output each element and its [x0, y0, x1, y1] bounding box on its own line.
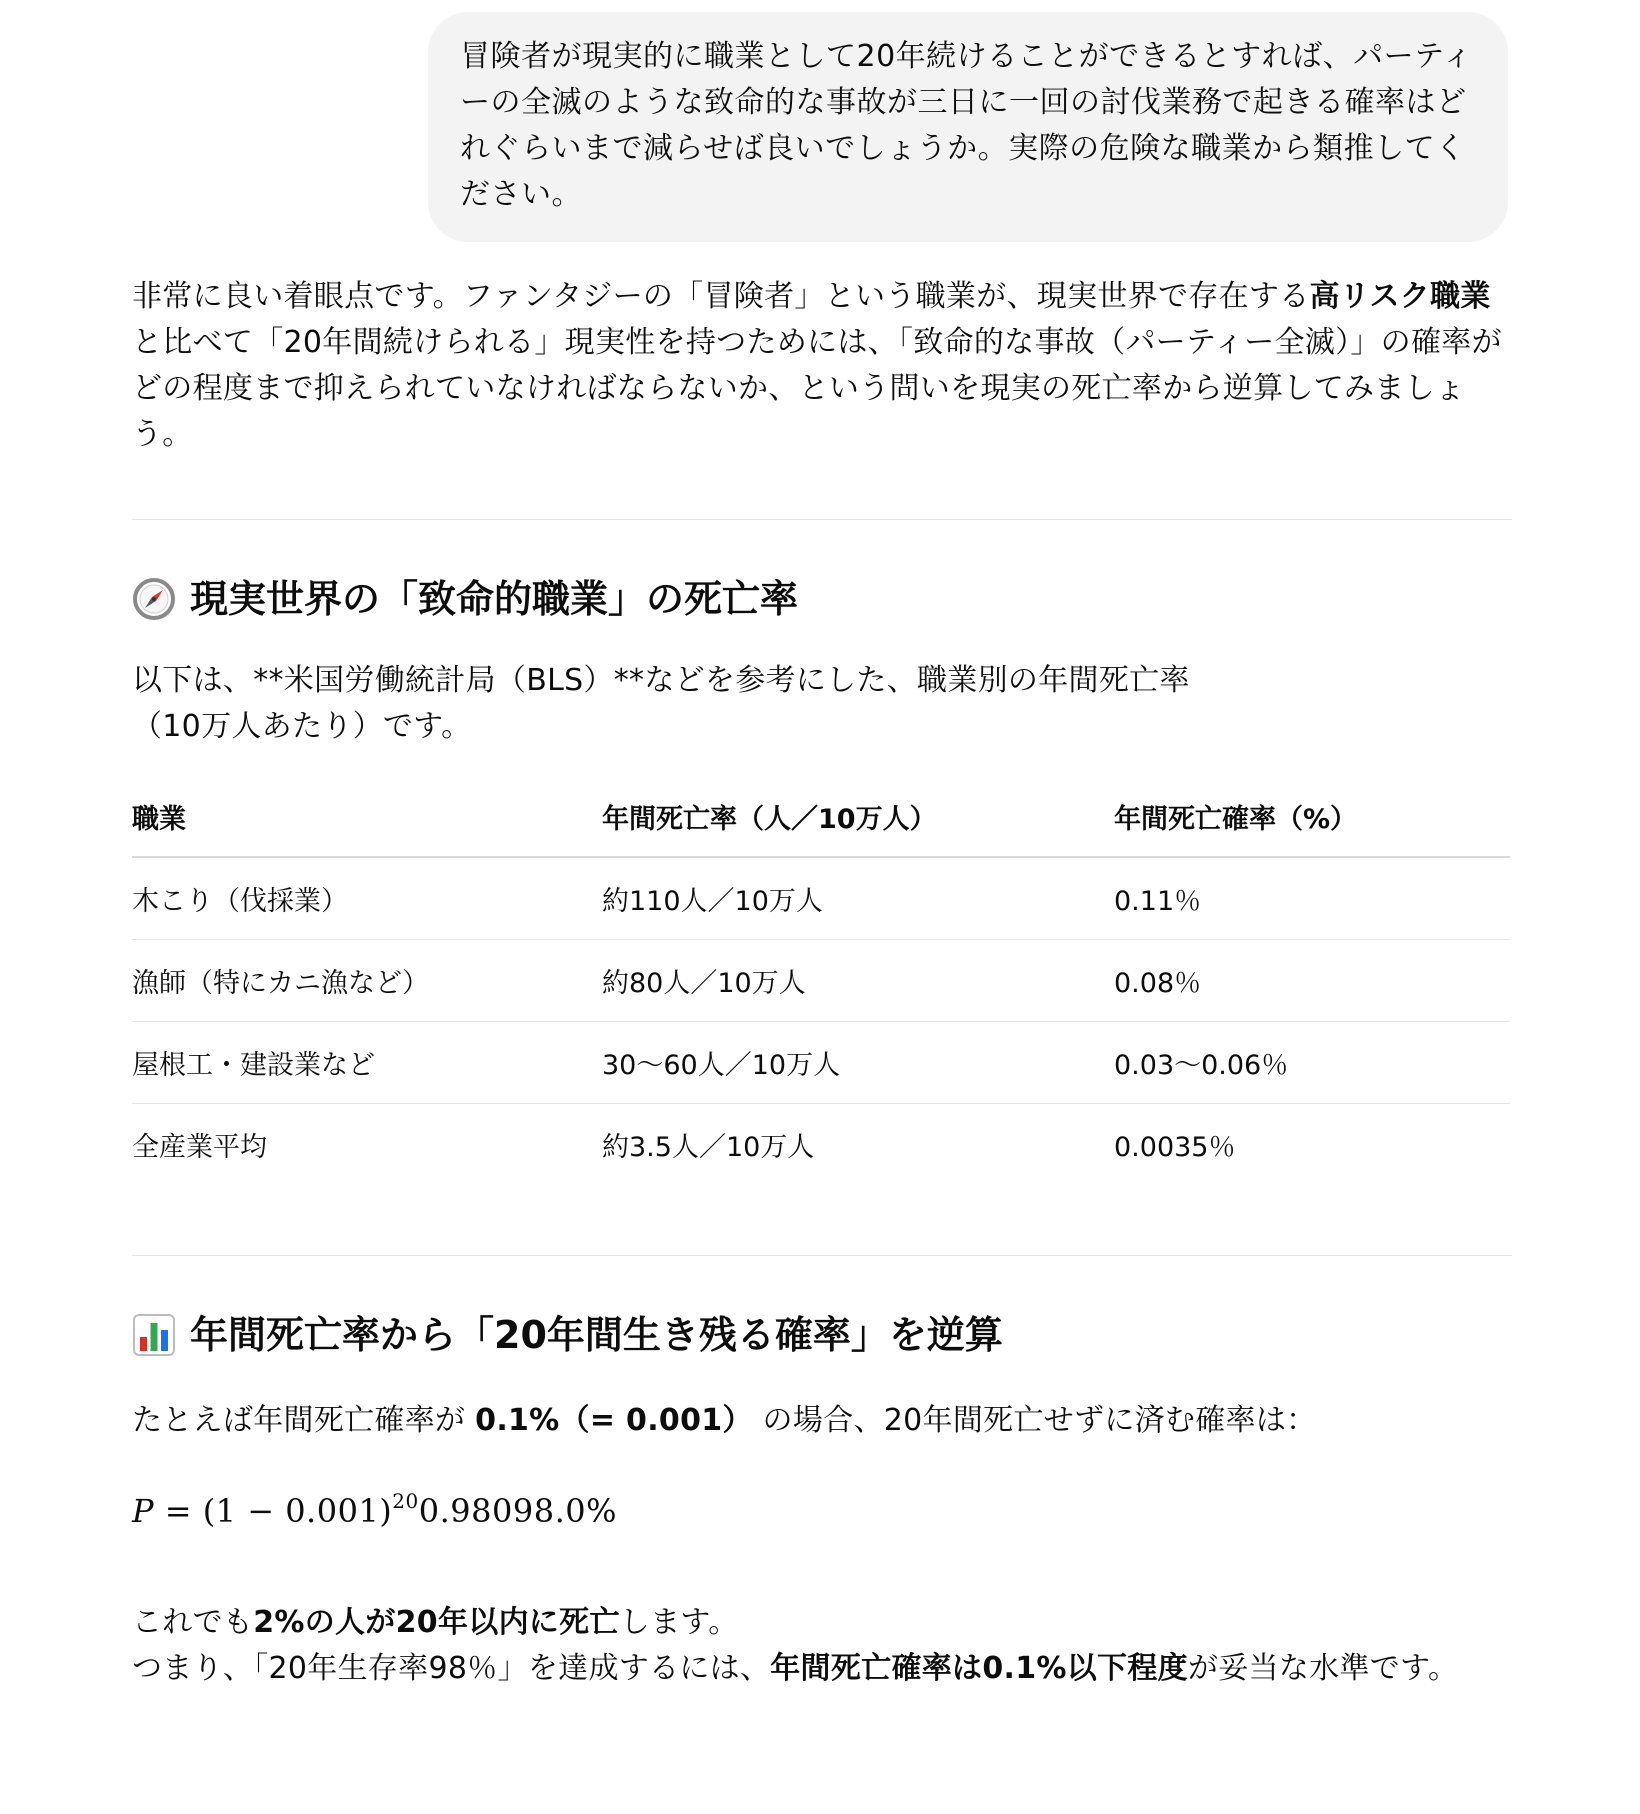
- conclusion-text-1: これでも: [132, 1605, 254, 1640]
- table-row: [132, 857, 1510, 940]
- conclusion-text-4: が妥当な水準です。: [1187, 1651, 1459, 1686]
- table-cell: 0.0035％: [1114, 1132, 1236, 1163]
- example-text-1: たとえば年間死亡確率が: [132, 1403, 476, 1438]
- intro-paragraph: [132, 274, 1512, 458]
- survival-formula: [132, 1486, 1512, 1536]
- user-message-bubble: [428, 12, 1508, 242]
- assistant-answer: [132, 274, 1512, 1692]
- conclusion-bold-2: 年間死亡確率は0.1%以下程度: [770, 1651, 1188, 1686]
- conclusion-text-3: つまり、「20年生存率98％」を達成するには、: [132, 1651, 771, 1686]
- section2-heading: [132, 1310, 1512, 1360]
- table-cell: 0.11％: [1114, 857, 1510, 940]
- table-cell: 30〜60人／10万人: [602, 1022, 1114, 1104]
- example-text-2: の場合、20年間死亡せずに済む確率は：: [752, 1403, 1317, 1438]
- user-message-text: 冒険者が現実的に職業として20年続けることができるとすれば、パーティーの全滅のような致命的な事故が三日に一回の討伐業務で起きる確率はどれぐらいまで減らせば良いでしょうか。実際の危険な職業から類推してください。: [460, 39, 1473, 212]
- table-cell: 0.03〜0.06％: [1114, 1022, 1510, 1104]
- table-cell: 0.08％: [1114, 940, 1510, 1022]
- table-header-row: [132, 776, 1510, 857]
- table-row: [132, 1022, 1510, 1104]
- section1-heading-text: 現実世界の「致命的職業」の死亡率: [190, 577, 799, 621]
- section1-description: 以下は、**米国労働統計局（BLS）**などを参考にした、職業別の年間死亡率（10万人あたり）です。: [132, 663, 1190, 744]
- compass-icon: [132, 577, 176, 621]
- example-bold-1: 0.1%（= 0.001）: [475, 1403, 753, 1438]
- conclusion-bold-1: 2%の人が20年以内に死亡: [253, 1605, 620, 1640]
- table-cell: 漁師（特にカニ漁など）: [132, 940, 602, 1022]
- intro-text-1: 非常に良い着眼点です。ファンタジーの「冒険者」という職業が、現実世界で存在する: [132, 279, 1310, 314]
- table-cell: 約80人／10万人: [602, 940, 1114, 1022]
- table-header-probability: 年間死亡確率（%）: [1114, 776, 1510, 857]
- formula-variable: P: [132, 1492, 155, 1530]
- conclusion-text-2: します。: [619, 1605, 739, 1640]
- fatality-rate-table: [132, 776, 1510, 1185]
- formula-exponent: 20: [392, 1489, 419, 1513]
- table-header-rate: 年間死亡率（人／10万人）: [602, 776, 1114, 857]
- table-header-occupation: 職業: [132, 776, 602, 857]
- table-cell: 約110人／10万人: [602, 857, 1114, 940]
- table-cell: 約3.5人／10万人: [602, 1132, 815, 1163]
- table-row: [132, 1104, 1510, 1186]
- table-cell: 木こり（伐採業）: [132, 857, 602, 940]
- intro-bold-1: 高リスク職業: [1309, 279, 1491, 314]
- section2-heading-text: 年間死亡率から「20年間生き残る確率」を逆算: [190, 1313, 1003, 1357]
- table-row: [132, 940, 1510, 1022]
- example-paragraph: [132, 1398, 1512, 1444]
- table-cell: 全産業平均: [132, 1132, 267, 1163]
- conclusion-paragraph: [132, 1600, 1512, 1692]
- table-cell: 屋根工・建設業など: [132, 1022, 602, 1104]
- formula-result: 0.98098.0%: [418, 1492, 617, 1530]
- intro-text-2: と比べて「20年間続けられる」現実性を持つためには、「致命的な事故（パーティー全滅）」の確率がどの程度まで抑えられていなければならないか、という問いを現実の死亡率から逆算してみましょう。: [132, 325, 1502, 452]
- section1-heading: [132, 574, 1512, 624]
- formula-expression: = (1 − 0.001): [154, 1492, 393, 1530]
- bar-chart-icon: [132, 1313, 176, 1357]
